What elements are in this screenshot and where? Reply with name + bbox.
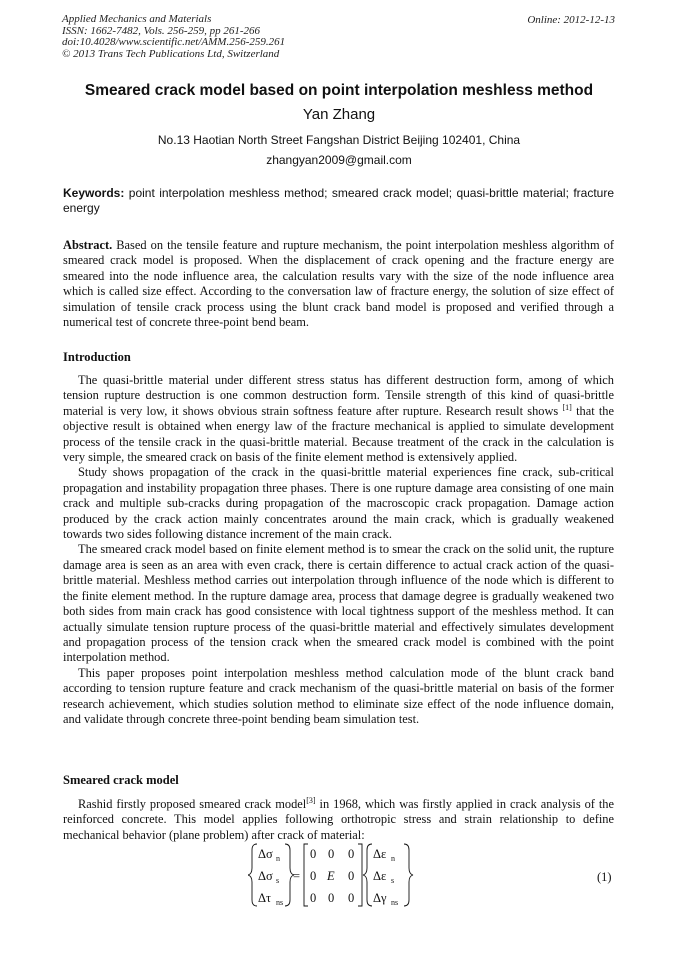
author-email: zhangyan2009@gmail.com [266, 153, 412, 167]
abstract-text: Based on the tensile feature and rupture mechanism, the point interpolation meshless algorithm of smeared crack model is proposed. When the displacement of crack opening and the fracture energy are smeared into the node influence area, the calculation results vary with the size of the node influence area which is called size effect. According to the conversation law of fracture energy, the solution of size effect of simulation of tensile crack process using the blunt crack band model is proposed and verified through a numerical test of concrete three-point bend beam. [63, 238, 614, 330]
rhs-entry: Δγ [373, 891, 387, 905]
journal-name: Applied Mechanics and Materials [62, 13, 212, 25]
matrix-entry: 0 [310, 847, 317, 861]
citation-ref: [3] [306, 796, 316, 805]
intro-p1-text-cont: that the objective result is obtained when energy law of the fracture mechanical is applied to simulate development process of the tensile crack in the quasi-brittle material. Because treatment of the crack in the calculation is very simple, the smeared crack on basis of the finite element method is extensively applied. [63, 403, 614, 465]
introduction-section [63, 373, 614, 727]
citation-ref: [1] [562, 402, 572, 412]
lhs-entry: Δτ [258, 891, 272, 905]
author-name: Yan Zhang [302, 106, 376, 123]
issn-line: ISSN: 1662-7482, Vols. 256-259, pp 261-266 [62, 24, 260, 37]
journal-header [62, 14, 285, 60]
matrix-entry: 0 [328, 847, 335, 861]
lhs-entry: Δσ [258, 869, 273, 883]
rhs-entry: Δε [373, 847, 387, 861]
introduction-heading: Introduction [63, 350, 131, 364]
rhs-subscript: s [391, 876, 395, 885]
stress-strain-equation [248, 842, 418, 908]
lhs-subscript: s [276, 876, 280, 885]
matrix-entry: 0 [348, 869, 355, 883]
matrix-entry: 0 [310, 891, 317, 905]
lhs-entry: Δσ [258, 847, 273, 861]
doi-line: doi:10.4028/www.scientific.net/AMM.256-259.261 [62, 36, 286, 48]
rhs-entry: Δε [373, 869, 387, 883]
keywords [63, 186, 614, 216]
intro-paragraph: This paper proposes point interpolation meshless method calculation mode of the blunt crack band according to tension rupture feature and crack mechanism of the quasi-brittle material on basis of the former research achievement, which studies solution method to eliminate size effect of the node influence domain, and validate through concrete three-point bending beam simulation test. [63, 665, 614, 726]
intro-p1-text: The quasi-brittle material under different stress status has different destruction form, among of which tension rupture destruction is one common destruction form. Tensile strength of this kind of quasi-brittle material is very low, it shows obvious strain softness feature after rupture. Research result shows [63, 373, 614, 418]
matrix-entry: 0 [348, 847, 355, 861]
equation-number: (1) [597, 870, 612, 884]
smeared-p1-text-cont: in 1968, which was firstly applied in crack analysis of the reinforced concrete. This model applies following orthotropic stress and strain relationship to define mechanical behavior (plane problem) after crack of material: [63, 797, 614, 842]
smeared-p1-text: Rashid firstly proposed smeared crack model [78, 797, 307, 811]
rhs-subscript: ns [391, 898, 399, 907]
matrix-entry: 0 [310, 869, 317, 883]
abstract-label: Abstract. [63, 238, 113, 252]
paper-title: Smeared crack model based on point interpolation meshless method [84, 82, 594, 99]
matrix-entry: 0 [348, 891, 355, 905]
affiliation: No.13 Haotian North Street Fangshan District Beijing 102401, China [157, 133, 521, 147]
rhs-subscript: n [391, 854, 395, 863]
abstract [63, 238, 614, 330]
online-date: Online: 2012-12-13 [527, 14, 615, 26]
keywords-label: Keywords: [63, 186, 125, 200]
intro-paragraph [63, 373, 614, 465]
intro-paragraph: The smeared crack model based on finite element method is to smear the crack on the solid unit, the rupture damage area is seen as an area with even crack, there is certain difference to actual crack action of the quasi-brittle material. Meshless method carries out interpolation through influence of the node which is different to the finite element method. In the rupture damage area, process that damage degree is gradually weakened two both sides from main crack has good consistence with local tightness support of the meshless method. It can actually simulate tension rupture process of the quasi-brittle material and effectively simulates development and propagation process of the tension crack when the smeared crack model is combined with the point interpolation method. [63, 542, 614, 665]
lhs-subscript: n [276, 854, 280, 863]
matrix-entry: 0 [328, 891, 335, 905]
intro-paragraph: Study shows propagation of the crack in the quasi-brittle material experiences fine crack, sub-critical propagation and instability propagation three phases. There is one rupture damage area consisting of one main crack and multiple sub-cracks during propagation of the macroscopic crack propagation. Damage action produced by the crack action mainly concentrates around the main crack, which is gradually weakened towards two sides following distance increment of the main crack. [63, 465, 614, 542]
lhs-subscript: ns [276, 898, 284, 907]
keywords-text: point interpolation meshless method; smeared crack model; quasi-brittle material; fracture energy [63, 186, 615, 215]
copyright-line: © 2013 Trans Tech Publications Ltd, Switzerland [62, 47, 280, 60]
smeared-paragraph [63, 797, 614, 843]
smeared-crack-heading: Smeared crack model [63, 773, 179, 787]
smeared-crack-section [63, 797, 614, 843]
equals-sign: = [293, 869, 301, 883]
matrix-entry: E [327, 869, 335, 883]
